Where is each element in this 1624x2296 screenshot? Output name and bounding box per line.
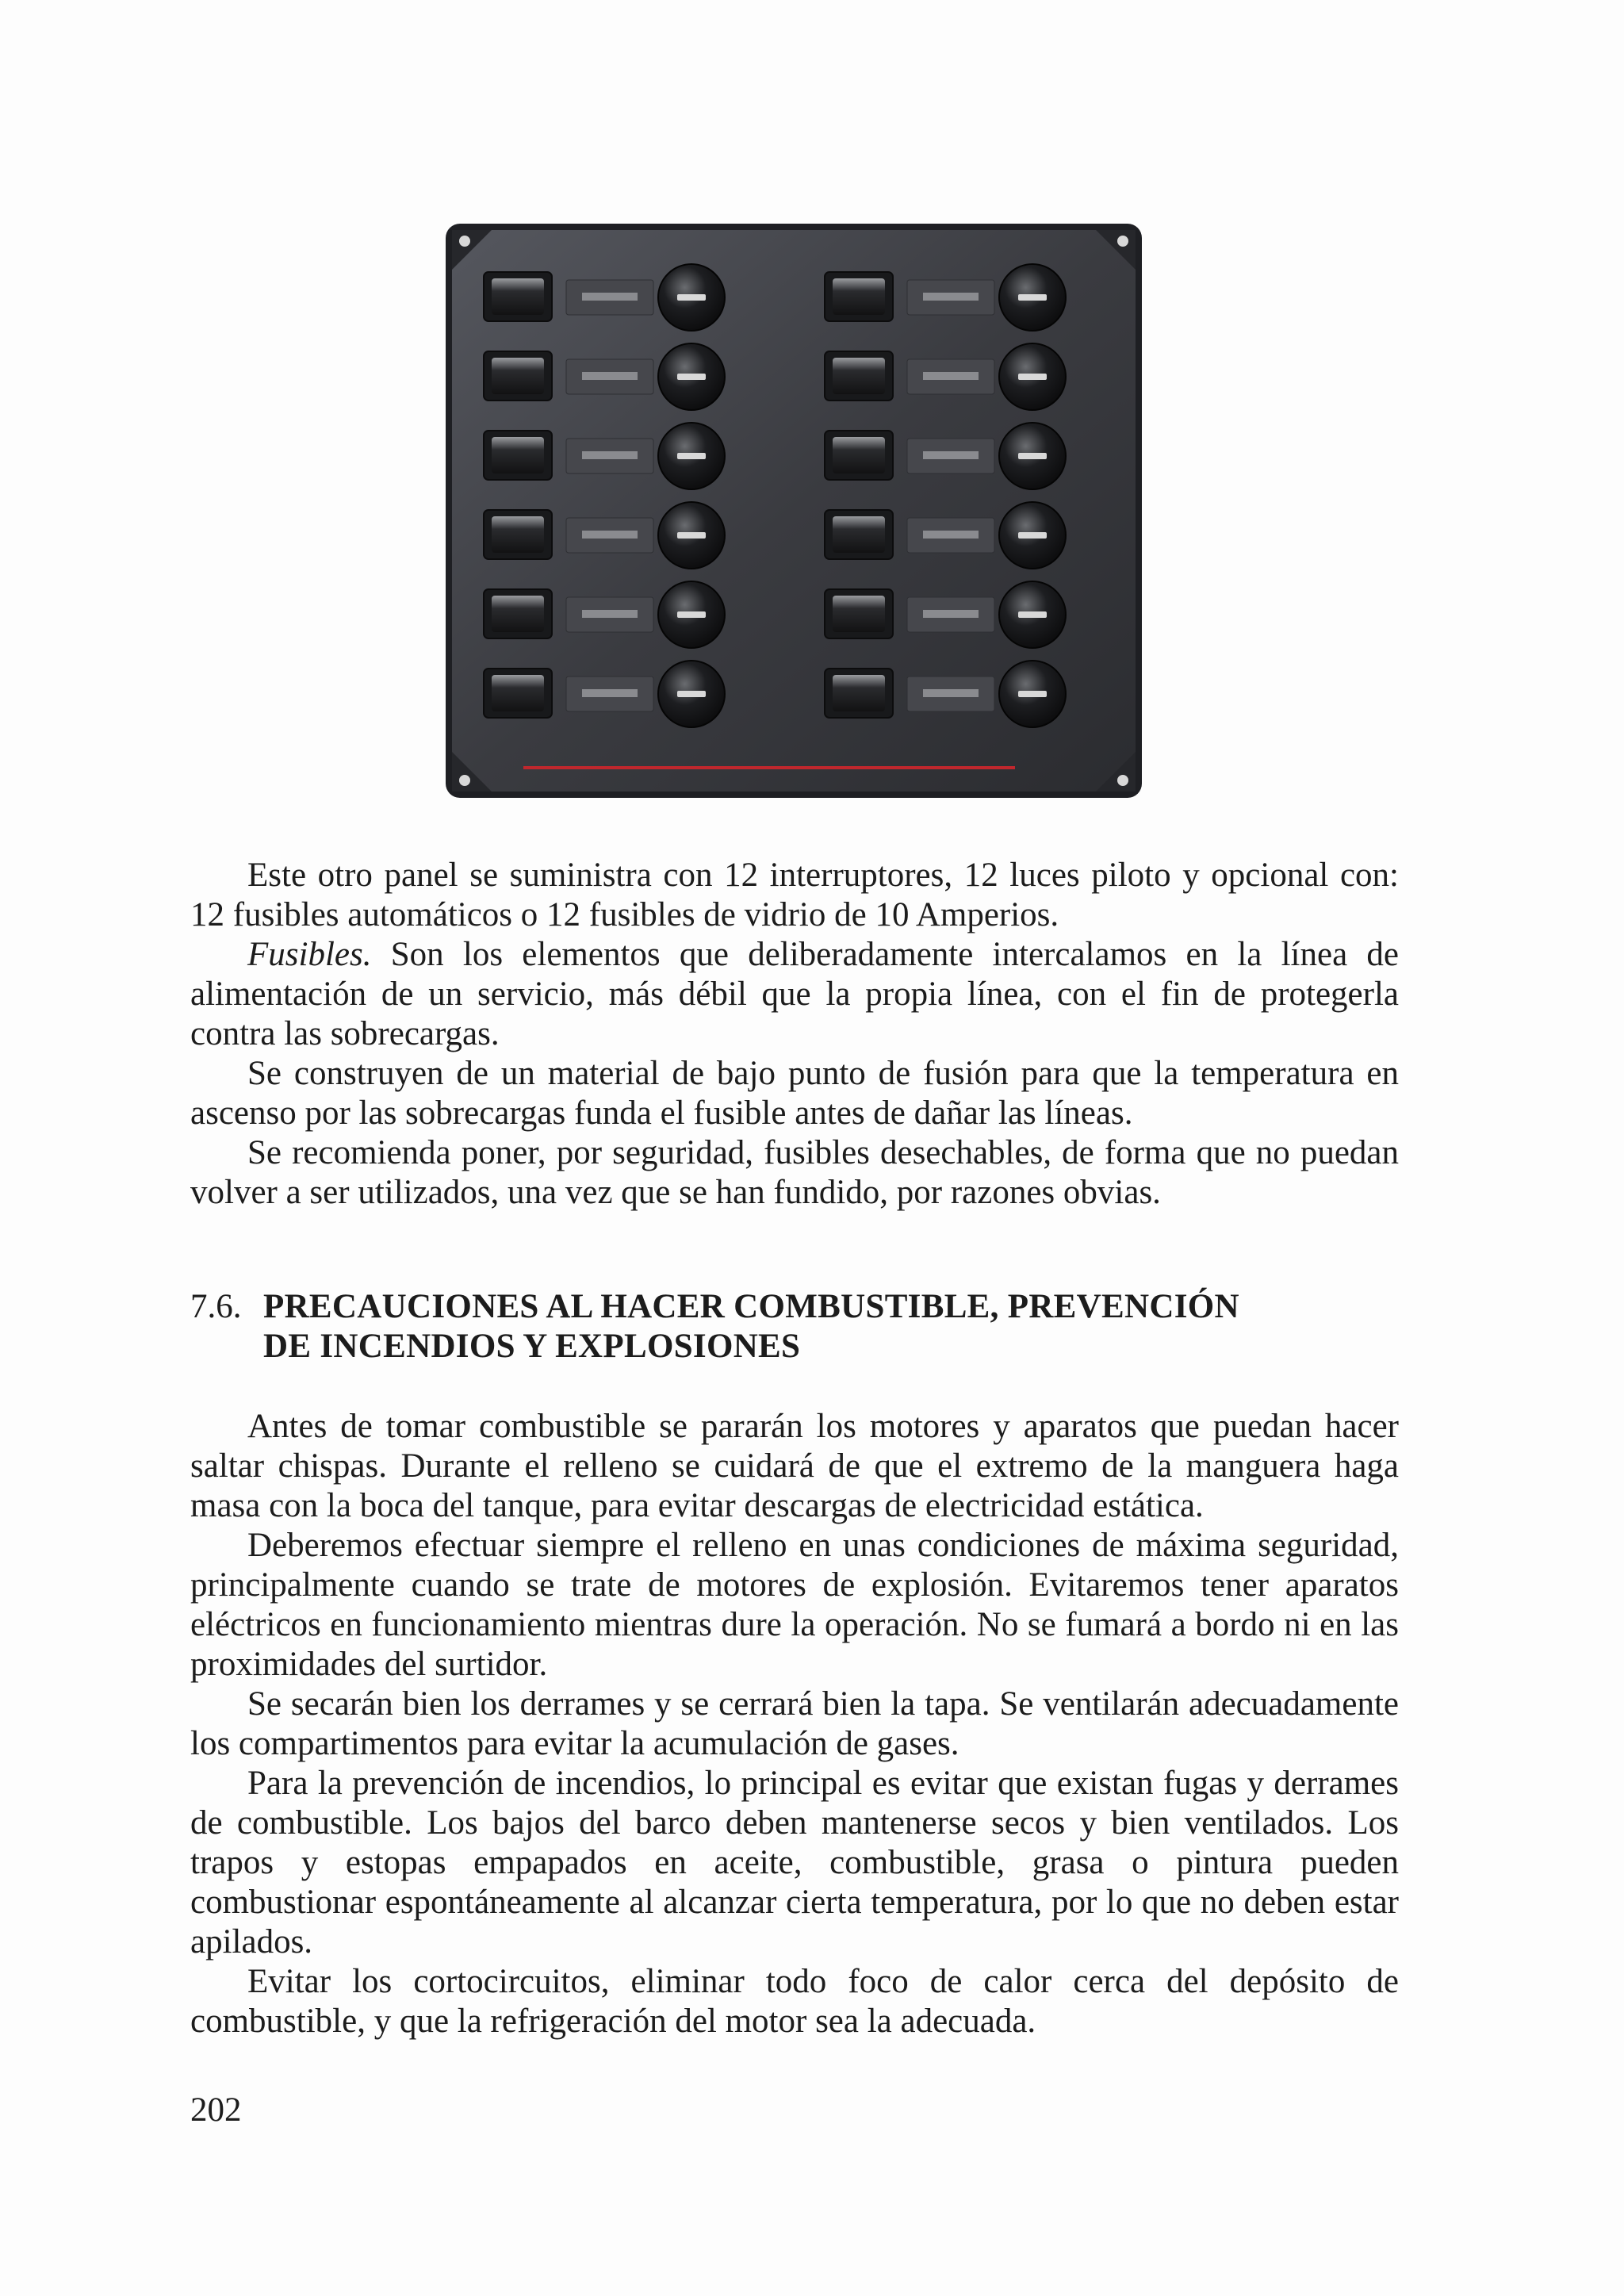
paragraph: Para la prevención de incendios, lo principal es evitar que existan fugas y derrames de combustible. Los bajos del barco deben mantenerse secos y bien ventilados. Los trapos y estopas empapados en aceite, combustible, grasa o pintura pueden combustionar espontáneamente al alcanzar cierta temperatura, por lo que no deben estar apilados. xyxy=(190,1765,1399,1961)
rocker-switch-face xyxy=(492,516,544,553)
breaker-knob-indicator xyxy=(677,294,706,301)
label-text-mark xyxy=(582,531,638,539)
switch-panel-photo xyxy=(444,222,1143,799)
page-number: 202 xyxy=(190,2091,242,2129)
rocker-switch-face xyxy=(833,278,885,315)
label-text-mark xyxy=(923,451,979,459)
switch-panel-illustration xyxy=(444,222,1143,799)
intro-text xyxy=(190,856,1399,1213)
breaker-knob-indicator xyxy=(677,611,706,618)
paragraph xyxy=(190,1054,1399,1133)
label-text-mark xyxy=(582,372,638,380)
paragraph: Antes de tomar combustible se pararán los motores y aparatos que puedan hacer saltar chispas. Durante el relleno se cuidará de que el extremo de la manguera haga masa con la boca del tanque, para evitar descargas de electricidad estática. xyxy=(190,1408,1399,1524)
paragraph-text: Este otro panel se suministra con 12 interruptores, 12 luces piloto y opcional con: 12 fusibles automáticos o 12 fusibles de vidrio de 10 Amperios. xyxy=(190,857,1399,933)
paragraph xyxy=(190,935,1399,1054)
breaker-knob-indicator xyxy=(677,453,706,459)
label-text-mark xyxy=(923,689,979,697)
paragraph xyxy=(190,856,1399,935)
paragraph: Se secarán bien los derrames y se cerrará bien la tapa. Se ventilarán adecuadamente los compartimentos para evitar la acumulación de gases. xyxy=(190,1685,1399,1762)
paragraph-text: Se recomienda poner, por seguridad, fusibles desechables, de forma que no puedan volver a ser utilizados, una vez que se han fundido, por razones obvias. xyxy=(190,1134,1399,1211)
accent-stripe xyxy=(523,766,1015,769)
rocker-switch-face xyxy=(492,675,544,711)
breaker-knob-indicator xyxy=(677,691,706,697)
label-text-mark xyxy=(582,293,638,301)
label-text-mark xyxy=(582,610,638,618)
breaker-knob-indicator xyxy=(1018,374,1047,380)
section-text xyxy=(190,1407,1399,2041)
rocker-switch-face xyxy=(492,596,544,632)
breaker-knob-indicator xyxy=(677,532,706,539)
section-title-line-2: DE INCENDIOS Y EXPLOSIONES xyxy=(263,1328,801,1365)
label-text-mark xyxy=(923,293,979,301)
rocker-switch-face xyxy=(492,437,544,473)
section-title xyxy=(263,1287,1294,1366)
breaker-knob-indicator xyxy=(1018,691,1047,697)
label-text-mark xyxy=(582,451,638,459)
breaker-knob-indicator xyxy=(1018,453,1047,459)
label-text-mark xyxy=(923,372,979,380)
breaker-knob-indicator xyxy=(1018,611,1047,618)
term-fusibles: Fusibles. xyxy=(247,936,372,973)
paragraph-text: Son los elementos que deliberadamente intercalamos en la línea de alimentación de un servicio, más débil que la propia línea, con el fin de protegerla contra las sobrecargas. xyxy=(190,936,1399,1052)
rocker-switch-face xyxy=(833,516,885,553)
section-number: 7.6. xyxy=(190,1288,242,1325)
screw-icon xyxy=(1117,236,1128,247)
breaker-knob-indicator xyxy=(677,374,706,380)
paragraph xyxy=(190,1133,1399,1213)
breaker-knob-indicator xyxy=(1018,294,1047,301)
label-text-mark xyxy=(582,689,638,697)
rocker-switch-face xyxy=(833,675,885,711)
screw-icon xyxy=(459,775,470,786)
rocker-switch-face xyxy=(833,596,885,632)
rocker-switch-face xyxy=(833,437,885,473)
paragraph-text: Se construyen de un material de bajo punto de fusión para que la temperatura en ascenso por las sobrecargas funda el fusible antes de dañar las líneas. xyxy=(190,1055,1399,1132)
paragraph: Evitar los cortocircuitos, eliminar todo foco de calor cerca del depósito de combustible, y que la refrigeración del motor sea la adecuada. xyxy=(190,1963,1399,2040)
rocker-switch-face xyxy=(492,278,544,315)
section-title-line-1: PRECAUCIONES AL HACER COMBUSTIBLE, PREVENCIÓN xyxy=(263,1288,1239,1325)
label-text-mark xyxy=(923,531,979,539)
rocker-switch-face xyxy=(492,358,544,394)
rocker-switch-face xyxy=(833,358,885,394)
screw-icon xyxy=(1117,775,1128,786)
breaker-knob-indicator xyxy=(1018,532,1047,539)
label-text-mark xyxy=(923,610,979,618)
paragraph: Deberemos efectuar siempre el relleno en unas condiciones de máxima seguridad, principalmente cuando se trate de motores de explosión. Evitaremos tener aparatos eléctricos en funcionamiento mientras dure la operación. No se fumará a bordo ni en las proximidades del surtidor. xyxy=(190,1527,1399,1683)
screw-icon xyxy=(459,236,470,247)
